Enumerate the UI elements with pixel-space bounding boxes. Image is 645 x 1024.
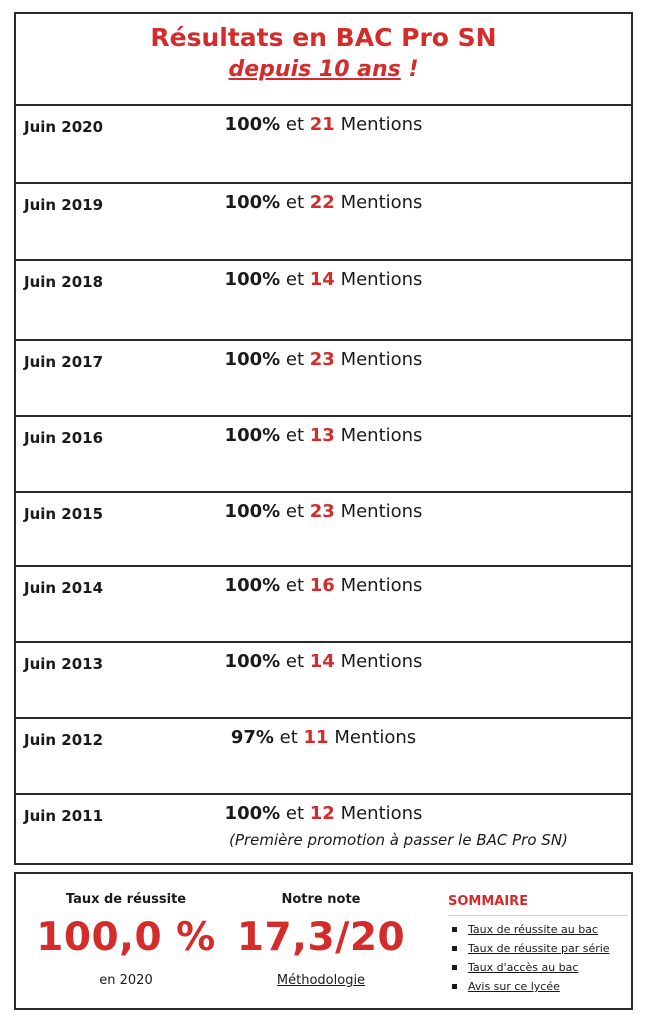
table-row xyxy=(16,493,631,567)
row-mentions-count: 21 xyxy=(309,114,335,135)
subtitle-suffix: ! xyxy=(400,57,419,82)
row-percentage: 100% xyxy=(224,575,281,596)
row-conjunction: et xyxy=(285,425,305,446)
table-row xyxy=(16,106,631,184)
sommaire-title: SOMMAIRE xyxy=(448,894,529,909)
row-conjunction: et xyxy=(279,727,298,748)
first-promotion-note: (Première promotion à passer le BAC Pro SN) xyxy=(229,831,568,849)
row-result xyxy=(16,269,631,290)
row-result xyxy=(16,349,631,370)
row-percentage: 100% xyxy=(224,192,281,213)
sommaire-link[interactable] xyxy=(448,939,628,958)
row-mentions-label: Mentions xyxy=(340,192,423,213)
row-mentions-label: Mentions xyxy=(340,114,423,135)
row-mentions-count: 23 xyxy=(309,501,335,522)
row-percentage: 100% xyxy=(224,651,281,672)
row-result xyxy=(16,803,631,824)
table-row xyxy=(16,417,631,493)
table-row xyxy=(16,719,631,795)
row-mentions-count: 13 xyxy=(309,425,335,446)
title-block xyxy=(16,14,631,106)
methodology-link[interactable]: Méthodologie xyxy=(276,973,366,988)
bullet-icon xyxy=(452,965,457,970)
results-table xyxy=(16,106,631,867)
row-year: Juin 2013 xyxy=(24,655,104,673)
grade-label: Notre note xyxy=(281,892,361,907)
row-conjunction: et xyxy=(285,651,305,672)
sommaire-link-label: Taux de réussite par série xyxy=(468,942,610,955)
sommaire-link-label: Avis sur ce lycée xyxy=(468,980,560,993)
grade-block xyxy=(236,892,406,988)
success-rate-year: en 2020 xyxy=(99,973,153,988)
table-row xyxy=(16,567,631,643)
results-document xyxy=(14,12,633,865)
sommaire-link[interactable] xyxy=(448,977,628,996)
row-mentions-label: Mentions xyxy=(340,501,423,522)
sommaire-link-label: Taux d'accès au bac xyxy=(468,961,579,974)
row-result xyxy=(16,575,631,596)
row-conjunction: et xyxy=(285,114,305,135)
row-percentage: 100% xyxy=(224,349,281,370)
row-year: Juin 2012 xyxy=(24,731,104,749)
row-percentage: 100% xyxy=(224,425,281,446)
bullet-icon xyxy=(452,984,457,989)
subtitle-underlined: depuis 10 ans xyxy=(228,57,401,82)
row-result xyxy=(16,192,631,213)
row-mentions-label: Mentions xyxy=(340,803,423,824)
row-result xyxy=(16,114,631,135)
row-year: Juin 2011 xyxy=(24,807,104,825)
table-row xyxy=(16,341,631,417)
row-year: Juin 2015 xyxy=(24,505,104,523)
footer-panel xyxy=(14,872,633,1010)
row-mentions-count: 11 xyxy=(303,727,329,748)
row-percentage: 100% xyxy=(224,114,281,135)
row-mentions-label: Mentions xyxy=(340,269,423,290)
sommaire-list xyxy=(448,915,628,996)
row-result xyxy=(16,727,631,748)
grade-value: 17,3/20 xyxy=(236,915,406,960)
table-row xyxy=(16,795,631,867)
row-conjunction: et xyxy=(285,269,305,290)
table-row xyxy=(16,643,631,719)
row-result xyxy=(16,425,631,446)
row-mentions-label: Mentions xyxy=(340,651,423,672)
row-mentions-count: 16 xyxy=(309,575,335,596)
row-percentage: 97% xyxy=(230,727,274,748)
row-year: Juin 2019 xyxy=(24,196,104,214)
row-conjunction: et xyxy=(285,803,305,824)
row-result xyxy=(16,651,631,672)
row-year: Juin 2020 xyxy=(24,118,104,136)
row-percentage: 100% xyxy=(224,803,281,824)
success-rate-block xyxy=(36,892,216,988)
row-result xyxy=(16,501,631,522)
row-mentions-count: 12 xyxy=(309,803,335,824)
sommaire-link[interactable] xyxy=(448,920,628,939)
row-year: Juin 2018 xyxy=(24,273,104,291)
row-mentions-label: Mentions xyxy=(340,575,423,596)
row-mentions-count: 14 xyxy=(309,651,335,672)
row-conjunction: et xyxy=(285,192,305,213)
success-rate-label: Taux de réussite xyxy=(65,892,187,907)
table-row xyxy=(16,261,631,341)
page-title: Résultats en BAC Pro SN xyxy=(150,23,497,52)
row-conjunction: et xyxy=(285,501,305,522)
row-mentions-label: Mentions xyxy=(340,349,423,370)
sommaire xyxy=(448,894,628,996)
row-conjunction: et xyxy=(285,349,305,370)
bullet-icon xyxy=(452,927,457,932)
bullet-icon xyxy=(452,946,457,951)
row-percentage: 100% xyxy=(224,501,281,522)
table-row xyxy=(16,184,631,261)
sommaire-link-label: Taux de réussite au bac xyxy=(468,923,598,936)
sommaire-link[interactable] xyxy=(448,958,628,977)
row-percentage: 100% xyxy=(224,269,281,290)
success-rate-value: 100,0 % xyxy=(36,915,216,960)
row-mentions-label: Mentions xyxy=(334,727,417,748)
page-subtitle xyxy=(16,55,631,85)
row-year: Juin 2016 xyxy=(24,429,104,447)
row-mentions-count: 14 xyxy=(309,269,335,290)
row-mentions-count: 22 xyxy=(309,192,335,213)
row-year: Juin 2017 xyxy=(24,353,104,371)
row-mentions-label: Mentions xyxy=(340,425,423,446)
row-mentions-count: 23 xyxy=(309,349,335,370)
row-conjunction: et xyxy=(285,575,305,596)
row-year: Juin 2014 xyxy=(24,579,104,597)
